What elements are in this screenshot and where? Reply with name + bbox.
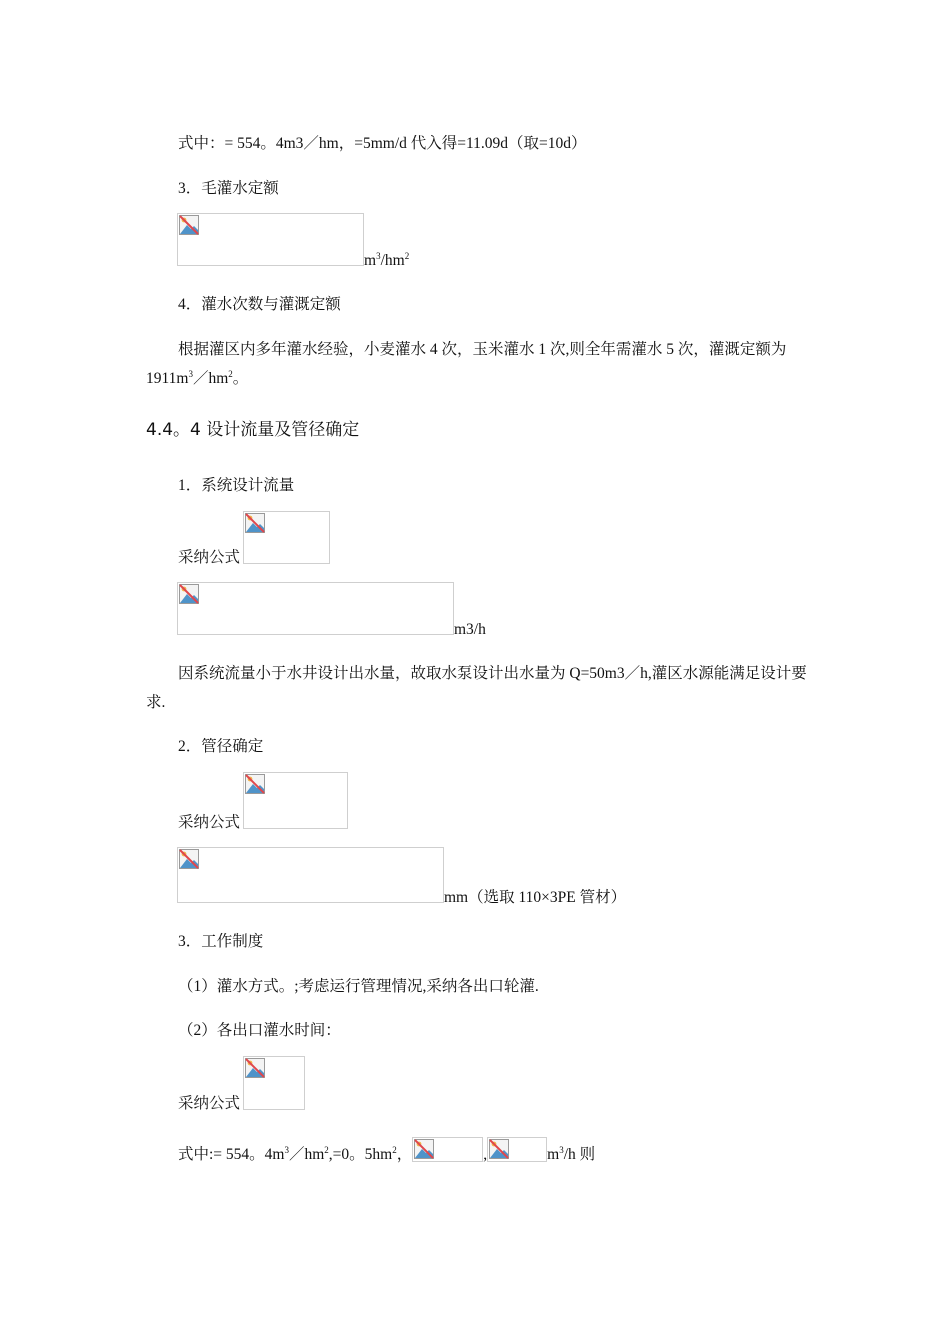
paragraph-irrigation-quota: 根据灌区内多年灌水经验，小麦灌水 4 次，玉米灌水 1 次,则全年需灌水 5 次，灌溉定额为 $1911m^3/hm^2$。: [146, 341, 787, 387]
broken-image-icon: [245, 1058, 265, 1078]
section-pipe-diameter: 2．管径确定: [178, 738, 264, 755]
section-gross-irrigation-quota: 3．毛灌水定额: [178, 180, 279, 197]
formula-image-flow: [243, 511, 330, 564]
adopt-formula-label-3: 采纳公式: [178, 1095, 241, 1112]
irrigation-method-line: （1）灌水方式。;考虑运行管理情况,采纳各出口轮灌.: [178, 978, 539, 995]
formula-image-diameter-result: [177, 847, 444, 903]
inline-formula-image-1: [412, 1137, 483, 1162]
adopt-formula-label-1: 采纳公式: [178, 549, 241, 566]
heading-design-flow-pipe: 4.4。4 设计流量及管径确定: [146, 420, 360, 440]
broken-image-icon: [245, 513, 265, 533]
section-system-design-flow: 1．系统设计流量: [178, 477, 295, 494]
broken-image-icon: [179, 215, 199, 235]
formula-image-flow-result: [177, 582, 454, 635]
formula-image-diameter: [243, 772, 348, 829]
broken-image-icon: [245, 774, 265, 794]
adopt-formula-label-2: 采纳公式: [178, 814, 241, 831]
inline-formula-image-2: [487, 1137, 547, 1162]
broken-image-icon: [179, 849, 199, 869]
formula-explanation-line: 式中：= 554。4m3／hm，=5mm/d 代入得=11.09d（取=10d）: [178, 135, 587, 152]
section-irrigation-times: 4．灌水次数与灌溉定额: [178, 296, 341, 313]
formula-explanation-line-2: 式中:= 554。$4m^3/hm^2,=0$。$5hm^2$， , $m^3/h$ 则: [178, 1137, 595, 1165]
formula-image-gross-quota: [177, 213, 364, 266]
formula-image-time: [243, 1056, 305, 1110]
broken-image-icon: [489, 1139, 509, 1159]
paragraph-flow-conclusion: 因系统流量小于水井设计出水量，故取水泵设计出水量为 Q=50m3／h,灌区水源能满足设计要求.: [146, 665, 807, 711]
broken-image-icon: [179, 584, 199, 604]
outlet-irrigation-time-line: （2）各出口灌水时间：: [178, 1022, 341, 1039]
unit-diameter: mm（选取 110×3PE 管材）: [444, 889, 627, 906]
unit-gross-quota: $m^3/hm^2$: [364, 251, 410, 269]
broken-image-icon: [414, 1139, 434, 1159]
section-work-schedule: 3．工作制度: [178, 933, 264, 950]
unit-flow: m3/h: [454, 621, 486, 638]
